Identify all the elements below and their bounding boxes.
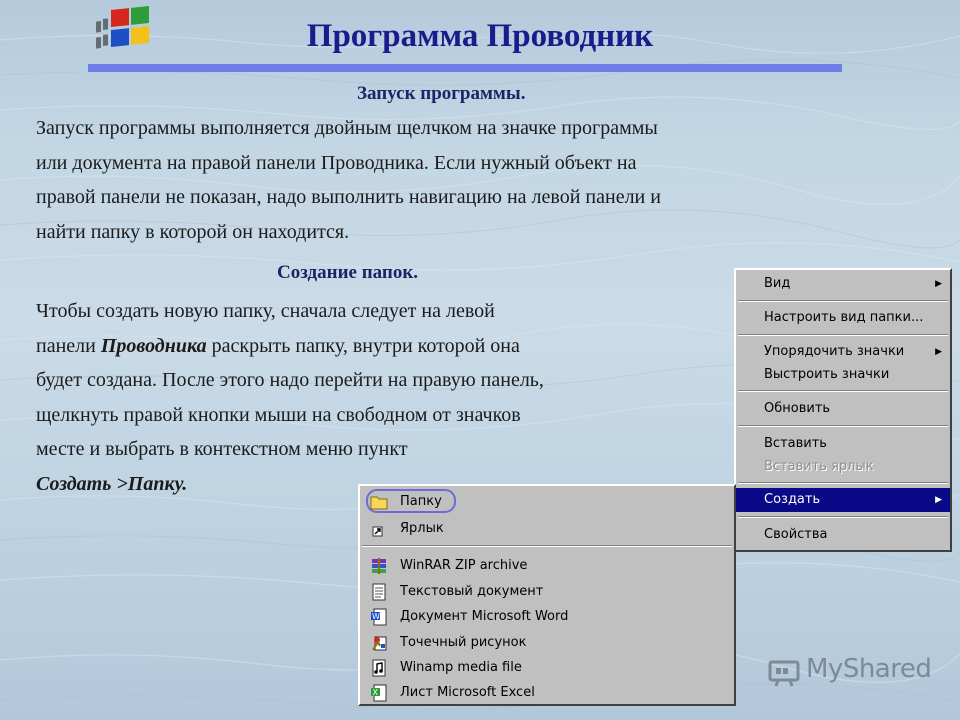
launch-line: найти папку в которой он находится. (36, 220, 350, 243)
slide-title: Программа Проводник (306, 18, 654, 54)
submenu-item-winrar-zip[interactable]: WinRAR ZIP archive (360, 553, 734, 578)
submenu-item-excel-sheet[interactable]: X Лист Microsoft Excel (360, 680, 734, 705)
menu-separator (738, 516, 948, 518)
menu-item-create[interactable]: Создать ▶ (736, 488, 950, 512)
explorer-emphasis: Проводника (100, 334, 207, 357)
excel-sheet-icon (370, 684, 388, 702)
bitmap-image-icon (370, 634, 388, 652)
svg-text:W: W (372, 612, 380, 621)
submenu-item-word-document[interactable]: W Документ Microsoft Word (372, 609, 569, 624)
submenu-item-bitmap-image[interactable]: Точечный рисунок (360, 630, 734, 655)
winamp-media-icon (370, 659, 388, 677)
menu-separator (738, 334, 948, 336)
submenu-item-shortcut[interactable]: Ярлык (360, 516, 734, 541)
menu-item-properties[interactable]: Свойства (764, 527, 828, 542)
section-heading-launch: Запуск программы. (357, 83, 526, 104)
submenu-arrow-icon: ▶ (935, 495, 942, 505)
menu-separator (362, 545, 732, 547)
create-line: панели Проводника раскрыть папку, внутри которой она (36, 334, 520, 357)
launch-line: Запуск программы выполняется двойным щелчком на значке программы (36, 117, 658, 139)
winrar-archive-icon (370, 557, 388, 575)
submenu-item-folder[interactable]: Папку (360, 489, 734, 514)
menu-item-arrange-icons[interactable]: Упорядочить значки ▶ (736, 340, 950, 364)
shortcut-icon (370, 520, 388, 538)
submenu-arrow-icon: ▶ (935, 279, 942, 289)
menu-item-refresh[interactable]: Обновить (764, 401, 831, 416)
submenu-item-winamp-media[interactable]: Winamp media file (360, 655, 734, 680)
menu-item-paste-shortcut[interactable]: Вставить ярлык (764, 459, 874, 474)
menu-separator (738, 300, 948, 302)
menu-item-line-up-icons[interactable]: Выстроить значки (764, 367, 890, 382)
menu-separator (738, 482, 948, 484)
myshared-watermark (768, 654, 958, 694)
create-line: Чтобы создать новую папку, сначала следует на левой (36, 300, 495, 322)
menu-item-customize-folder-view[interactable]: Настроить вид папки... (764, 310, 924, 325)
create-folders-paragraph (36, 294, 544, 501)
launch-line: правой панели не показан, надо выполнить навигацию на левой панели и (36, 186, 661, 208)
menu-separator (738, 390, 948, 392)
myshared-logo-icon (768, 658, 802, 688)
create-line: щелкнуть правой кнопки мыши на свободном от значков (36, 403, 521, 426)
word-document-icon (370, 608, 388, 626)
launch-paragraph (36, 111, 661, 249)
submenu-item-text-document[interactable]: Текстовый документ (360, 579, 734, 604)
create-line: месте и выбрать в контекстном меню пункт (36, 438, 408, 460)
submenu-arrow-icon: ▶ (935, 347, 942, 357)
section-heading-create-folders: Создание папок. (277, 262, 419, 283)
watermark-text: MyShared (806, 654, 932, 684)
create-folder-command: Создать >Папку. (36, 472, 188, 495)
create-submenu (358, 484, 736, 706)
context-menu (734, 268, 952, 552)
text-document-icon (370, 583, 388, 601)
menu-item-paste[interactable]: Вставить (764, 436, 827, 451)
svg-text:X: X (372, 688, 378, 697)
folder-icon (370, 493, 388, 511)
menu-separator (738, 425, 948, 427)
create-line: будет создана. После этого надо перейти на правую панель, (36, 369, 544, 391)
launch-line: или документа на правой панели Проводника. Если нужный объект на (36, 151, 637, 174)
title-underline (88, 64, 842, 72)
menu-item-view[interactable]: Вид ▶ (736, 272, 950, 296)
